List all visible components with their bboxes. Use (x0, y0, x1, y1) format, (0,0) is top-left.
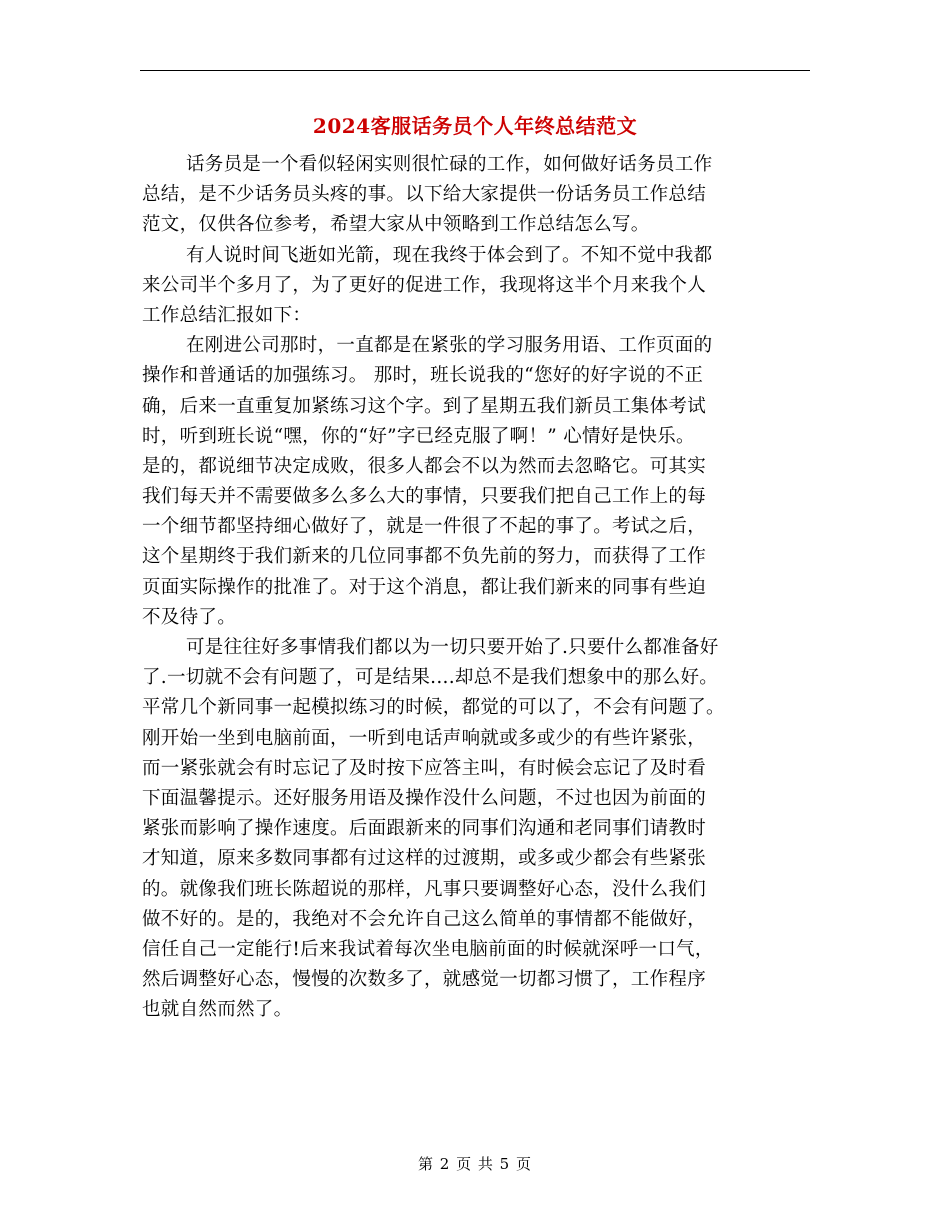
paragraph (142, 331, 822, 633)
text-line: 总结，是不少话务员头疼的事。以下给大家提供一份话务员工作总结 (142, 184, 707, 206)
text-line: 平常几个新同事一起模拟练习的时候，都觉的可以了，不会有问题了。 (142, 697, 725, 719)
text-line: 操作和普通话的加强练习。 那时，班长说我的“您好的好字说的不正 (142, 365, 704, 387)
paragraph (142, 241, 822, 332)
text-line: 时，听到班长说“嘿，你的“好”字已经克服了啊！” 心情好是快乐。 (142, 425, 695, 447)
text-line: 紧张而影响了操作速度。后面跟新来的同事们沟通和老同事们请教时 (142, 818, 707, 840)
text-line: 刚开始一坐到电脑前面，一听到电话声响就或多或少的有些许紧张， (142, 727, 707, 749)
text-line: 这个星期终于我们新来的几位同事都不负先前的努力，而获得了工作 (142, 546, 707, 568)
paragraph (142, 633, 822, 1025)
text-line: 然后调整好心态，慢慢的次数多了，就感觉一切都习惯了，工作程序 (142, 969, 707, 991)
text-line: 一个细节都坚持细心做好了，就是一件很了不起的事了。考试之后， (142, 516, 707, 538)
text-line: 来公司半个多月了，为了更好的促进工作，我现将这半个月来我个人 (142, 274, 707, 296)
text-line: 才知道，原来多数同事都有过这样的过渡期，或多或少都会有些紧张 (142, 848, 707, 870)
text-line: 范文，仅供各位参考，希望大家从中领略到工作总结怎么写。 (142, 214, 650, 236)
text-line: 了.一切就不会有问题了，可是结果....却总不是我们想象中的那么好。 (142, 667, 719, 689)
text-line: 确，后来一直重复加紧练习这个字。到了星期五我们新员工集体考试 (142, 395, 707, 417)
document-body (142, 150, 822, 1025)
page-number: 第 2 页 共 5 页 (418, 1155, 532, 1173)
text-line: 话务员是一个看似轻闲实则很忙碌的工作，如何做好话务员工作 (186, 154, 713, 175)
text-line: 而一紧张就会有时忘记了及时按下应答主叫，有时候会忘记了及时看 (142, 757, 707, 779)
text-line: 也就自然而然了。 (142, 999, 293, 1021)
text-line: 有人说时间飞逝如光箭，现在我终于体会到了。不知不觉中我都 (186, 244, 713, 266)
text-line: 工作总结汇报如下： (142, 304, 312, 326)
paragraph (142, 150, 822, 241)
text-line: 下面温馨提示。还好服务用语及操作没什么问题，不过也因为前面的 (142, 787, 707, 809)
text-line: 做不好的。是的，我绝对不会允许自己这么简单的事情都不能做好， (142, 908, 707, 930)
text-line: 是的，都说细节决定成败，很多人都会不以为然而去忽略它。可其实 (142, 455, 707, 477)
text-line: 信任自己一定能行!后来我试着每次坐电脑前面的时候就深呼一口气， (142, 938, 714, 960)
text-line: 可是往往好多事情我们都以为一切只要开始了.只要什么都准备好 (186, 637, 719, 658)
header-rule (140, 70, 810, 71)
text-line: 在刚进公司那时，一直都是在紧张的学习服务用语、工作页面的 (186, 335, 713, 357)
text-line: 页面实际操作的批准了。对于这个消息，都让我们新来的同事有些迫 (142, 576, 707, 598)
text-line: 不及待了。 (142, 606, 237, 628)
text-line: 我们每天并不需要做多么多么大的事情，只要我们把自己工作上的每 (142, 486, 707, 508)
document-title: 2024客服话务员个人年终总结范文 (312, 114, 638, 138)
text-line: 的。就像我们班长陈超说的那样，凡事只要调整好心态，没什么我们 (142, 878, 707, 900)
